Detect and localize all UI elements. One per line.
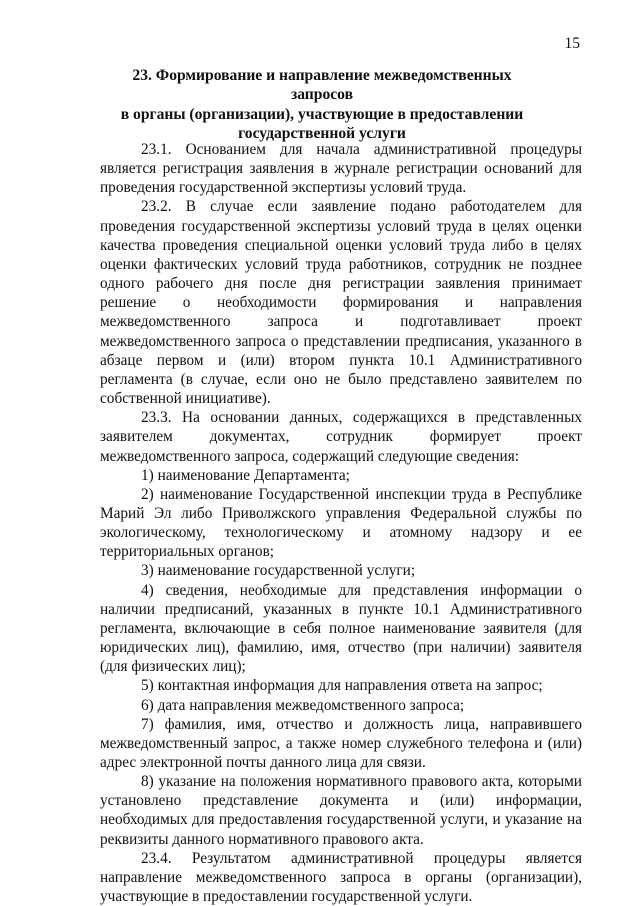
- heading-line: в органы (организации), участвующие в предоставлении: [120, 105, 524, 123]
- section-heading: [100, 66, 544, 144]
- body-text: [100, 140, 582, 906]
- list-item-4: 4) сведения, необходимые для представления информации о наличии предписаний, указанных в пункте 10.1 Административного регламента, включающие в себя полное наименование заявителя (для юридических лиц), фамилию, имя, отчество (при наличии) заявителя (для физических лиц);: [100, 581, 582, 676]
- paragraph-23-1: 23.1. Основанием для начала административной процедуры является регистрация заявления в журнале регистрации оснований для проведения государственной экспертизы условий труда.: [100, 141, 582, 197]
- paragraph-23-2: 23.2. В случае если заявление подано работодателем для проведения государственной экспертизы условий труда в целях оценки качества проведения специальной оценки условий труда либо в целях оценки фактических условий труда работников, сотрудник не позднее одного рабочего дня после дня регистрации заявления принимает решение о необходимости формирования и направления межведомственного запроса и подготавливает проект межведомственного запроса о представлении предписания, указанного в абзаце первом и (или) втором пункта 10.1 Административного регламента (в случае, если оно не было представлено заявителем по собственной инициативе).: [100, 198, 582, 408]
- heading-line: государственной услуги: [238, 125, 406, 143]
- list-item-3: 3) наименование государственной услуги;: [141, 562, 416, 580]
- list-item-7: 7) фамилия, имя, отчество и должность лица, направившего межведомственный запрос, а также номер служебного телефона и (или) адрес электронной почты данного лица для связи.: [100, 715, 582, 771]
- heading-line: 23. Формирование и направление межведомственных запросов: [132, 67, 512, 104]
- list-item-1: 1) наименование Департамента;: [141, 466, 350, 484]
- paragraph-23-3: 23.3. На основании данных, содержащихся в представленных заявителем документах, сотрудник формирует проект межведомственного запроса, содержащий следующие сведения:: [100, 409, 582, 465]
- list-item-5: 5) контактная информация для направления ответа на запрос;: [141, 677, 543, 695]
- list-item-2: 2) наименование Государственной инспекции труда в Республике Марий Эл либо Приволжского управления Федеральной службы по экологическому, технологическому и атомному надзору и ее территориальных органов;: [100, 485, 582, 561]
- paragraph-23-4: 23.4. Результатом административной процедуры является направление межведомственного запроса в органы (организации), участвующие в предоставлении государственной услуги.: [100, 849, 582, 906]
- page-number: 15: [564, 35, 580, 52]
- list-item-8: 8) указание на положения нормативного правового акта, которыми установлено представление документа и (или) информации, необходимых для предоставления государственной услуги, и указание на реквизиты данного нормативного правового акта.: [100, 773, 582, 848]
- list-item-6: 6) дата направления межведомственного запроса;: [141, 696, 465, 714]
